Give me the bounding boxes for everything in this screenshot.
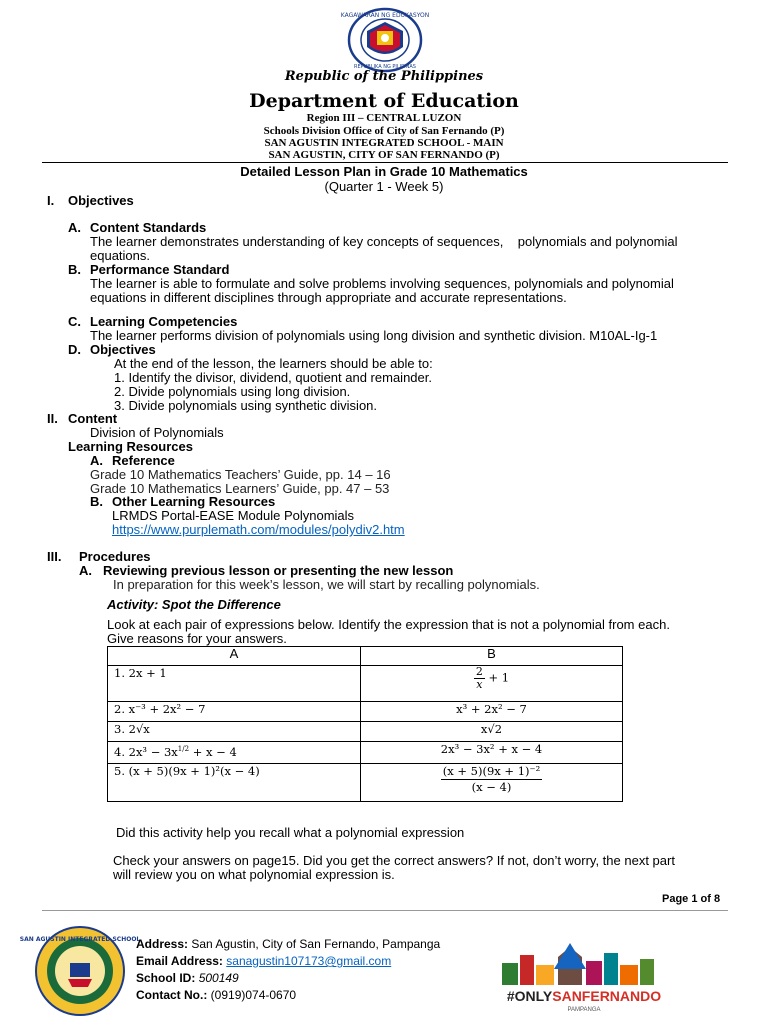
expression-b: 2x³ − 3x² + x − 4 xyxy=(361,742,623,764)
column-header-a: A xyxy=(108,647,361,666)
school-logo xyxy=(19,925,141,1017)
expression-a: 2. x⁻³ + 2x² − 7 xyxy=(108,702,361,722)
document-subtitle: (Quarter 1 - Week 5) xyxy=(324,179,444,194)
reference-heading: Reference xyxy=(112,453,175,468)
item-label: A. xyxy=(68,220,81,235)
section-number: II. xyxy=(47,411,58,426)
objective-item: 2. Divide polynomials using long division. xyxy=(114,384,351,399)
location-line: SAN AGUSTIN, CITY OF SAN FERNANDO (P) xyxy=(268,149,500,161)
performance-standard-text: The learner is able to formulate and solve problems involving sequences, polynomials and polynomial xyxy=(90,276,674,291)
republic-line: Republic of the Philippines xyxy=(284,69,484,84)
check-answers-text: Check your answers on page15. Did you get the correct answers? If not, don’t worry, the next part xyxy=(113,853,675,868)
expression-b: x√2 xyxy=(361,722,623,742)
purplemath-link[interactable]: https://www.purplemath.com/modules/polydiv2.htm xyxy=(112,522,405,537)
objectives-subheading: Objectives xyxy=(90,342,156,357)
footer-address: Address: San Agustin, City of San Fernando, Pampanga xyxy=(136,937,441,951)
reference-item: Grade 10 Mathematics Learners’ Guide, pp. 47 – 53 xyxy=(90,481,390,496)
svg-text:#ONLYSANFERNANDO: #ONLYSANFERNANDO xyxy=(506,988,662,1004)
learning-competencies-text: The learner performs division of polynomials using long division and synthetic division. M10AL-Ig-1 xyxy=(90,328,658,343)
expression-a: 1. 2x + 1 xyxy=(108,666,361,702)
document-title: Detailed Lesson Plan in Grade 10 Mathematics xyxy=(240,164,528,179)
reflection-question: Did this activity help you recall what a polynomial expression xyxy=(116,825,465,840)
learning-resources-heading: Learning Resources xyxy=(68,439,193,454)
svg-text:PAMPANGA: PAMPANGA xyxy=(567,1007,601,1013)
svg-text:SAN AGUSTIN INTEGRATED SCHOOL: SAN AGUSTIN INTEGRATED SCHOOL xyxy=(19,936,141,943)
school-line: SAN AGUSTIN INTEGRATED SCHOOL - MAIN xyxy=(264,137,504,149)
item-label: B. xyxy=(90,494,103,509)
learning-competencies-heading: Learning Competencies xyxy=(90,314,238,329)
division-line: Schools Division Office of City of San Fernando (P) xyxy=(263,125,505,137)
department-title: Department of Education xyxy=(249,90,519,112)
objectives-intro: At the end of the lesson, the learners should be able to: xyxy=(114,356,433,371)
page-number: Page 1 of 8 xyxy=(662,893,721,905)
email-link[interactable]: sanagustin107173@gmail.com xyxy=(226,954,392,968)
activity-instructions: Look at each pair of expressions below. Identify the expression that is not a polynomial from each. xyxy=(107,617,670,632)
expression-b: $\frac{2}{x}$ + 1 xyxy=(361,666,623,702)
item-label: C. xyxy=(68,314,81,329)
section-heading-objectives: Objectives xyxy=(68,193,134,208)
table-row xyxy=(108,666,623,702)
activity-title: Activity: Spot the Difference xyxy=(107,597,281,612)
region-line: Region III – CENTRAL LUZON xyxy=(306,112,462,124)
objective-item: 1. Identify the divisor, dividend, quotient and remainder. xyxy=(114,370,432,385)
only-san-fernando-logo xyxy=(474,935,694,1015)
expression-b: $\frac{\text{(x + 5)(9x + 1)⁻²}}{(x - 4)}$ xyxy=(361,764,623,802)
check-answers-text: will review you on what polynomial expression is. xyxy=(113,867,395,882)
footer-divider xyxy=(42,910,728,911)
performance-standard-heading: Performance Standard xyxy=(90,262,230,277)
content-text: Division of Polynomials xyxy=(90,425,224,440)
item-label: D. xyxy=(68,342,81,357)
table-header-row xyxy=(108,647,623,666)
table-row xyxy=(108,702,623,722)
footer-email: Email Address: sanagustin107173@gmail.com xyxy=(136,954,392,968)
activity-instructions: Give reasons for your answers. xyxy=(107,631,287,646)
reviewing-lesson-text: In preparation for this week’s lesson, we will start by recalling polynomials. xyxy=(113,577,540,592)
performance-standard-text: equations in different disciplines through appropriate and accurate representations. xyxy=(90,290,567,305)
item-label: A. xyxy=(90,453,103,468)
table-row xyxy=(108,742,623,764)
expression-a: 3. 2√x xyxy=(108,722,361,742)
table-row xyxy=(108,764,623,802)
footer-school-id: School ID: 500149 xyxy=(136,971,239,985)
deped-seal xyxy=(335,7,435,73)
column-header-b: B xyxy=(361,647,623,666)
other-resources-heading: Other Learning Resources xyxy=(112,494,276,509)
table-row xyxy=(108,722,623,742)
header-divider xyxy=(42,162,728,163)
section-number: III. xyxy=(47,549,62,564)
other-resources-text: LRMDS Portal-EASE Module Polynomials xyxy=(112,508,355,523)
expression-a: 5. (x + 5)(9x + 1)²(x − 4) xyxy=(108,764,361,802)
content-standards-text: equations. xyxy=(90,248,150,263)
expression-table xyxy=(107,646,623,802)
content-standards-heading: Content Standards xyxy=(90,220,207,235)
item-label: A. xyxy=(79,563,92,578)
expression-b: x³ + 2x² − 7 xyxy=(361,702,623,722)
content-standards-text: The learner demonstrates understanding of key concepts of sequences, polynomials and polynomial xyxy=(90,234,678,249)
item-label: B. xyxy=(68,262,81,277)
objective-item: 3. Divide polynomials using synthetic division. xyxy=(114,398,378,413)
svg-text:KAGAWARAN NG EDUKASYON: KAGAWARAN NG EDUKASYON xyxy=(340,12,430,19)
section-heading-content: Content xyxy=(68,411,118,426)
reviewing-lesson-heading: Reviewing previous lesson or presenting the new lesson xyxy=(103,563,454,578)
svg-text:REPUBLIKA NG PILIPINAS: REPUBLIKA NG PILIPINAS xyxy=(354,64,416,70)
footer-contact: Contact No.: (0919)074-0670 xyxy=(136,988,297,1002)
expression-a: 4. $2x^3 - 3x^{1/2} + x - 4$ xyxy=(108,742,361,764)
reference-item: Grade 10 Mathematics Teachers’ Guide, pp. 14 – 16 xyxy=(90,467,391,482)
section-number: I. xyxy=(47,193,55,208)
section-heading-procedures: Procedures xyxy=(79,549,151,564)
